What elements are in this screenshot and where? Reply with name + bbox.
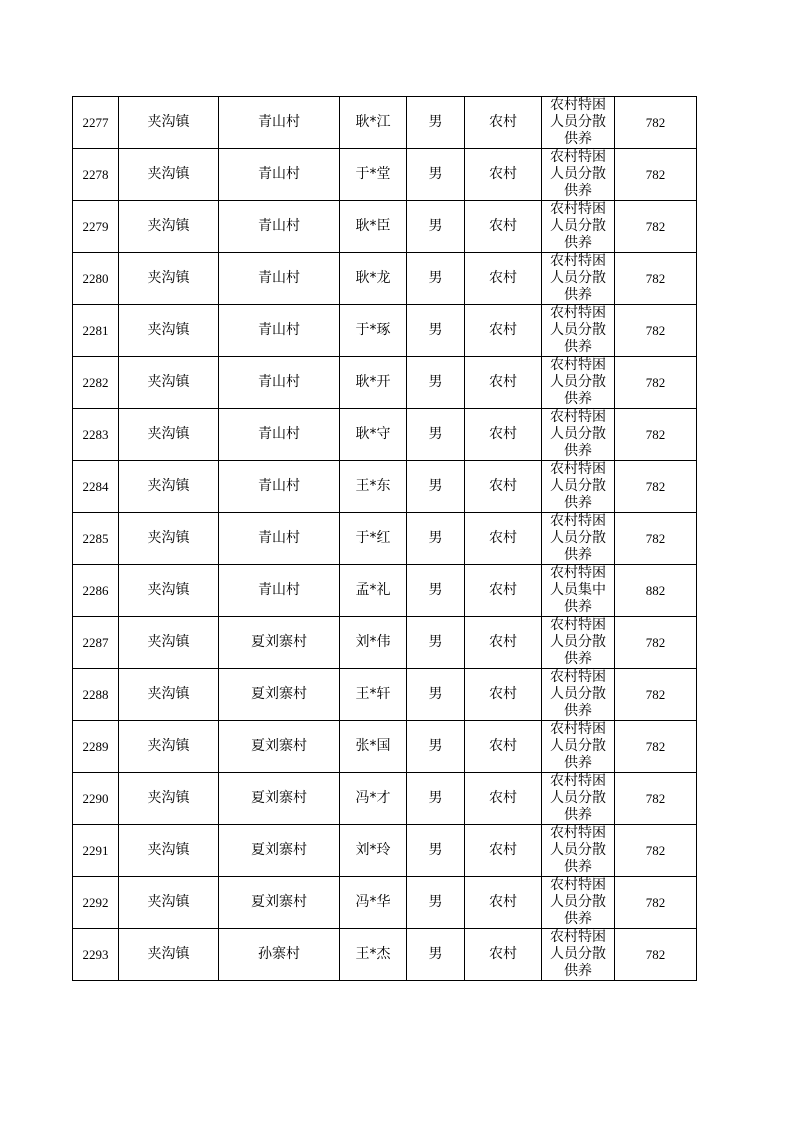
town-cell: 夹沟镇	[119, 357, 219, 409]
serial-number-cell: 2281	[73, 305, 119, 357]
gender-cell: 男	[407, 253, 465, 305]
serial-number-cell: 2289	[73, 721, 119, 773]
village-cell: 青山村	[219, 409, 340, 461]
support-category-cell: 农村特困人员分散供养	[542, 149, 615, 201]
area-type-cell: 农村	[465, 669, 542, 721]
serial-number-cell: 2293	[73, 929, 119, 981]
amount-cell: 782	[615, 149, 697, 201]
table-row	[73, 773, 697, 825]
village-cell: 夏刘寨村	[219, 825, 340, 877]
area-type-cell: 农村	[465, 149, 542, 201]
table-row	[73, 929, 697, 981]
village-cell: 青山村	[219, 305, 340, 357]
town-cell: 夹沟镇	[119, 253, 219, 305]
serial-number-cell: 2286	[73, 565, 119, 617]
support-category-cell: 农村特困人员分散供养	[542, 201, 615, 253]
recipient-name-cell: 耿*龙	[340, 253, 407, 305]
amount-cell: 782	[615, 357, 697, 409]
gender-cell: 男	[407, 305, 465, 357]
village-cell: 青山村	[219, 357, 340, 409]
support-category-cell: 农村特困人员分散供养	[542, 461, 615, 513]
amount-cell: 782	[615, 305, 697, 357]
serial-number-cell: 2285	[73, 513, 119, 565]
support-category-cell: 农村特困人员分散供养	[542, 773, 615, 825]
recipient-name-cell: 王*东	[340, 461, 407, 513]
serial-number-cell: 2278	[73, 149, 119, 201]
area-type-cell: 农村	[465, 201, 542, 253]
area-type-cell: 农村	[465, 357, 542, 409]
town-cell: 夹沟镇	[119, 617, 219, 669]
amount-cell: 782	[615, 877, 697, 929]
amount-cell: 782	[615, 461, 697, 513]
recipient-name-cell: 于*琢	[340, 305, 407, 357]
gender-cell: 男	[407, 201, 465, 253]
town-cell: 夹沟镇	[119, 461, 219, 513]
table-row	[73, 825, 697, 877]
table-row	[73, 877, 697, 929]
table-row	[73, 305, 697, 357]
village-cell: 夏刘寨村	[219, 721, 340, 773]
village-cell: 青山村	[219, 149, 340, 201]
amount-cell: 782	[615, 201, 697, 253]
amount-cell: 782	[615, 669, 697, 721]
serial-number-cell: 2277	[73, 97, 119, 149]
amount-cell: 782	[615, 773, 697, 825]
table-row	[73, 409, 697, 461]
area-type-cell: 农村	[465, 97, 542, 149]
town-cell: 夹沟镇	[119, 305, 219, 357]
recipient-name-cell: 耿*开	[340, 357, 407, 409]
gender-cell: 男	[407, 97, 465, 149]
amount-cell: 782	[615, 825, 697, 877]
table-row	[73, 565, 697, 617]
gender-cell: 男	[407, 825, 465, 877]
town-cell: 夹沟镇	[119, 773, 219, 825]
gender-cell: 男	[407, 357, 465, 409]
support-category-cell: 农村特困人员分散供养	[542, 97, 615, 149]
town-cell: 夹沟镇	[119, 825, 219, 877]
area-type-cell: 农村	[465, 461, 542, 513]
relief-recipients-table	[72, 96, 697, 981]
gender-cell: 男	[407, 461, 465, 513]
serial-number-cell: 2292	[73, 877, 119, 929]
gender-cell: 男	[407, 409, 465, 461]
gender-cell: 男	[407, 929, 465, 981]
table-row	[73, 513, 697, 565]
support-category-cell: 农村特困人员分散供养	[542, 253, 615, 305]
village-cell: 青山村	[219, 201, 340, 253]
gender-cell: 男	[407, 669, 465, 721]
table-row	[73, 721, 697, 773]
serial-number-cell: 2291	[73, 825, 119, 877]
town-cell: 夹沟镇	[119, 877, 219, 929]
recipient-name-cell: 耿*江	[340, 97, 407, 149]
recipient-name-cell: 王*轩	[340, 669, 407, 721]
area-type-cell: 农村	[465, 305, 542, 357]
recipient-name-cell: 王*杰	[340, 929, 407, 981]
amount-cell: 782	[615, 253, 697, 305]
town-cell: 夹沟镇	[119, 721, 219, 773]
village-cell: 青山村	[219, 253, 340, 305]
recipient-name-cell: 耿*臣	[340, 201, 407, 253]
table-row	[73, 461, 697, 513]
recipient-name-cell: 冯*华	[340, 877, 407, 929]
support-category-cell: 农村特困人员分散供养	[542, 617, 615, 669]
gender-cell: 男	[407, 565, 465, 617]
area-type-cell: 农村	[465, 877, 542, 929]
village-cell: 夏刘寨村	[219, 617, 340, 669]
village-cell: 夏刘寨村	[219, 877, 340, 929]
area-type-cell: 农村	[465, 565, 542, 617]
table-row	[73, 201, 697, 253]
area-type-cell: 农村	[465, 409, 542, 461]
recipient-name-cell: 于*红	[340, 513, 407, 565]
table-row	[73, 149, 697, 201]
table-row	[73, 97, 697, 149]
serial-number-cell: 2288	[73, 669, 119, 721]
serial-number-cell: 2280	[73, 253, 119, 305]
recipient-name-cell: 于*堂	[340, 149, 407, 201]
amount-cell: 782	[615, 617, 697, 669]
recipient-name-cell: 刘*玲	[340, 825, 407, 877]
support-category-cell: 农村特困人员分散供养	[542, 929, 615, 981]
amount-cell: 782	[615, 721, 697, 773]
support-category-cell: 农村特困人员分散供养	[542, 721, 615, 773]
recipient-name-cell: 孟*礼	[340, 565, 407, 617]
table-row	[73, 357, 697, 409]
support-category-cell: 农村特困人员分散供养	[542, 513, 615, 565]
gender-cell: 男	[407, 721, 465, 773]
area-type-cell: 农村	[465, 617, 542, 669]
area-type-cell: 农村	[465, 513, 542, 565]
village-cell: 夏刘寨村	[219, 669, 340, 721]
village-cell: 孙寨村	[219, 929, 340, 981]
gender-cell: 男	[407, 773, 465, 825]
amount-cell: 782	[615, 929, 697, 981]
recipient-name-cell: 耿*守	[340, 409, 407, 461]
village-cell: 青山村	[219, 565, 340, 617]
gender-cell: 男	[407, 617, 465, 669]
table-body	[73, 97, 697, 981]
area-type-cell: 农村	[465, 825, 542, 877]
serial-number-cell: 2282	[73, 357, 119, 409]
support-category-cell: 农村特困人员集中供养	[542, 565, 615, 617]
town-cell: 夹沟镇	[119, 513, 219, 565]
table-row	[73, 617, 697, 669]
recipient-name-cell: 冯*才	[340, 773, 407, 825]
serial-number-cell: 2279	[73, 201, 119, 253]
town-cell: 夹沟镇	[119, 565, 219, 617]
village-cell: 夏刘寨村	[219, 773, 340, 825]
amount-cell: 782	[615, 409, 697, 461]
support-category-cell: 农村特困人员分散供养	[542, 825, 615, 877]
gender-cell: 男	[407, 513, 465, 565]
town-cell: 夹沟镇	[119, 97, 219, 149]
village-cell: 青山村	[219, 97, 340, 149]
table-row	[73, 253, 697, 305]
area-type-cell: 农村	[465, 253, 542, 305]
town-cell: 夹沟镇	[119, 201, 219, 253]
support-category-cell: 农村特困人员分散供养	[542, 877, 615, 929]
serial-number-cell: 2284	[73, 461, 119, 513]
village-cell: 青山村	[219, 513, 340, 565]
amount-cell: 782	[615, 513, 697, 565]
town-cell: 夹沟镇	[119, 409, 219, 461]
amount-cell: 882	[615, 565, 697, 617]
recipient-name-cell: 刘*伟	[340, 617, 407, 669]
serial-number-cell: 2290	[73, 773, 119, 825]
area-type-cell: 农村	[465, 929, 542, 981]
town-cell: 夹沟镇	[119, 929, 219, 981]
serial-number-cell: 2283	[73, 409, 119, 461]
gender-cell: 男	[407, 149, 465, 201]
support-category-cell: 农村特困人员分散供养	[542, 357, 615, 409]
support-category-cell: 农村特困人员分散供养	[542, 409, 615, 461]
support-category-cell: 农村特困人员分散供养	[542, 669, 615, 721]
gender-cell: 男	[407, 877, 465, 929]
table-row	[73, 669, 697, 721]
area-type-cell: 农村	[465, 773, 542, 825]
support-category-cell: 农村特困人员分散供养	[542, 305, 615, 357]
village-cell: 青山村	[219, 461, 340, 513]
town-cell: 夹沟镇	[119, 149, 219, 201]
serial-number-cell: 2287	[73, 617, 119, 669]
town-cell: 夹沟镇	[119, 669, 219, 721]
amount-cell: 782	[615, 97, 697, 149]
recipient-name-cell: 张*国	[340, 721, 407, 773]
area-type-cell: 农村	[465, 721, 542, 773]
